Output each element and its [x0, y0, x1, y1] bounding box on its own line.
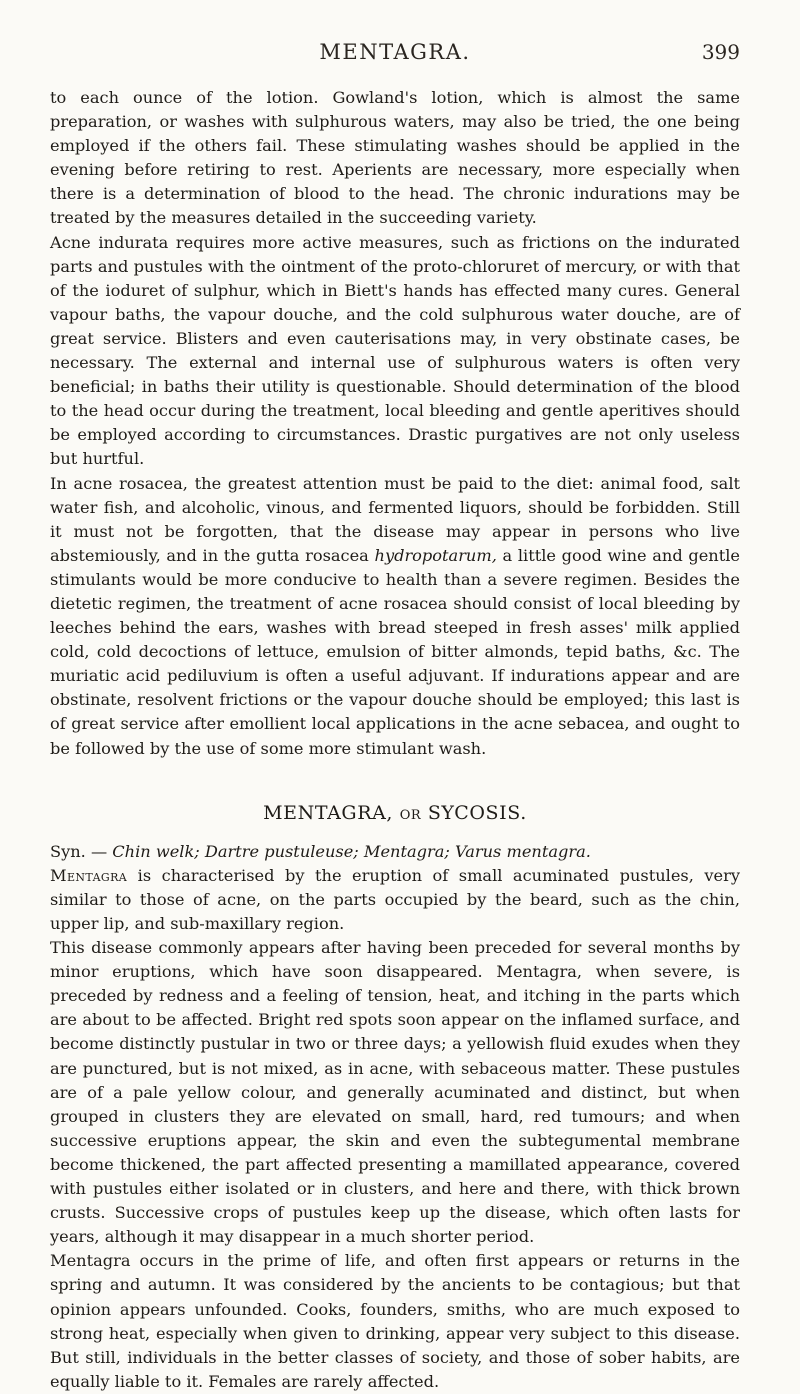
page-number: 399	[701, 40, 740, 64]
book-page	[50, 40, 740, 1394]
syn-terms: Chin welk; Dartre pustuleuse; Mentagra; Varus mentagra.	[112, 841, 591, 861]
running-head	[50, 40, 740, 74]
synonyms-line	[50, 840, 740, 864]
lead-word: Mentagra	[50, 865, 128, 885]
rosacea-text-b: a little good wine and gentle stimulants would be more conducive to health than a severe regimen. Besides the dietetic regimen, the treatment of acne rosacea should consist of local bleeding by leeches behind the ears, washes with bread steeped in fresh asses' milk applied cold, cold decoctions of lettuce, emulsion of bitter almonds, tepid baths, &c. The muriatic acid pediluvium is often a useful adjuvant. If indurations appear and are obstinate, resolvent frictions or the vapour douche should be employed; this last is of great service after emollient local applications in the acne sebacea, and ought to be followed by the use of some more stimulant wash.	[50, 545, 740, 758]
paragraph-mentagra-course: This disease commonly appears after having been preceded for several months by minor eruptions, which have soon disappeared. Mentagra, when severe, is preceded by redness and a feeling of tension, heat, and itching in the parts which are about to be affected. Bright red spots soon appear on the inflamed surface, and become distinctly pustular in two or three days; a yellowish fluid exudes when they are punctured, but is not mixed, as in acne, with sebaceous matter. These pustules are of a pale yellow colour, and generally acuminated and distinct, but when grouped in clusters they are elevated on small, hard, red tumours; and when successive eruptions appear, the skin and even the subtegumental membrane become thickened, the part affected presenting a mamillated appearance, covered with pustules either isolated or in clusters, and here and there, with thick brown crusts. Successive crops of pustules keep up the disease, which often lasts for years, although it may disappear in a much shorter period.	[50, 938, 740, 1247]
rosacea-italic-term: hydropotarum,	[374, 545, 497, 565]
heading-sycosis: SYCOSIS.	[427, 801, 527, 824]
main-text	[50, 86, 740, 1394]
heading-mentagra: MENTAGRA,	[263, 801, 394, 824]
definition-text: is characterised by the eruption of small acuminated pustules, very similar to those of acne, on the parts occupied by the beard, such as the chin, upper lip, and sub-maxillary region.	[50, 865, 740, 933]
rosacea-text-a: In acne rosacea, the greatest attention must be paid to the diet: animal food, salt water fish, and alcoholic, vinous, and fermented liquors, should be forbidden. Still it must not be forgotten, that the disease may appear in persons who live abstemiously, and in the gutta rosacea	[50, 473, 740, 565]
paragraph-mentagra-definition	[50, 864, 740, 936]
section-heading	[50, 801, 740, 828]
paragraph-lotion: to each ounce of the lotion. Gowland's lotion, which is almost the same preparation, or washes with sulphurous waters, may also be tried, the one being employed if the others fail. These stimulating washes should be applied in the evening before retiring to rest. Aperients are necessary, more especially when there is a determination of blood to the head. The chronic indurations may be treated by the measures detailed in the succeeding variety.	[50, 88, 740, 228]
paragraph-acne-indurata: Acne indurata requires more active measures, such as frictions on the indurated parts and pustules with the ointment of the proto-chloruret of mercury, or with that of the ioduret of sulphur, which in Biett's hands has effected many cures. General vapour baths, the vapour douche, and the cold sulphurous water douche, are of great service. Blisters and even cauterisations may, in very obstinate cases, be necessary. The external and internal use of sulphurous waters is often very beneficial; in baths their utility is questionable. Should determination of the blood to the head occur during the treatment, local bleeding and gentle aperitives should be employed according to circumstances. Drastic purgatives are not only useless but hurtful.	[50, 232, 740, 469]
paragraph-mentagra-occurrence: Mentagra occurs in the prime of life, and often first appears or returns in the spring and autumn. It was considered by the ancients to be contagious; but that opinion appears unfounded. Cooks, founders, smiths, who are much exposed to strong heat, especially when given to drinking, appear very subject to this disease. But still, individuals in the better classes of society, and those of sober habits, are equally liable to it. Females are rarely affected.	[50, 1251, 740, 1391]
paragraph-acne-rosacea	[50, 472, 740, 761]
syn-label: Syn. —	[50, 841, 108, 861]
page-title: MENTAGRA.	[319, 40, 471, 64]
heading-or: OR	[399, 807, 422, 823]
